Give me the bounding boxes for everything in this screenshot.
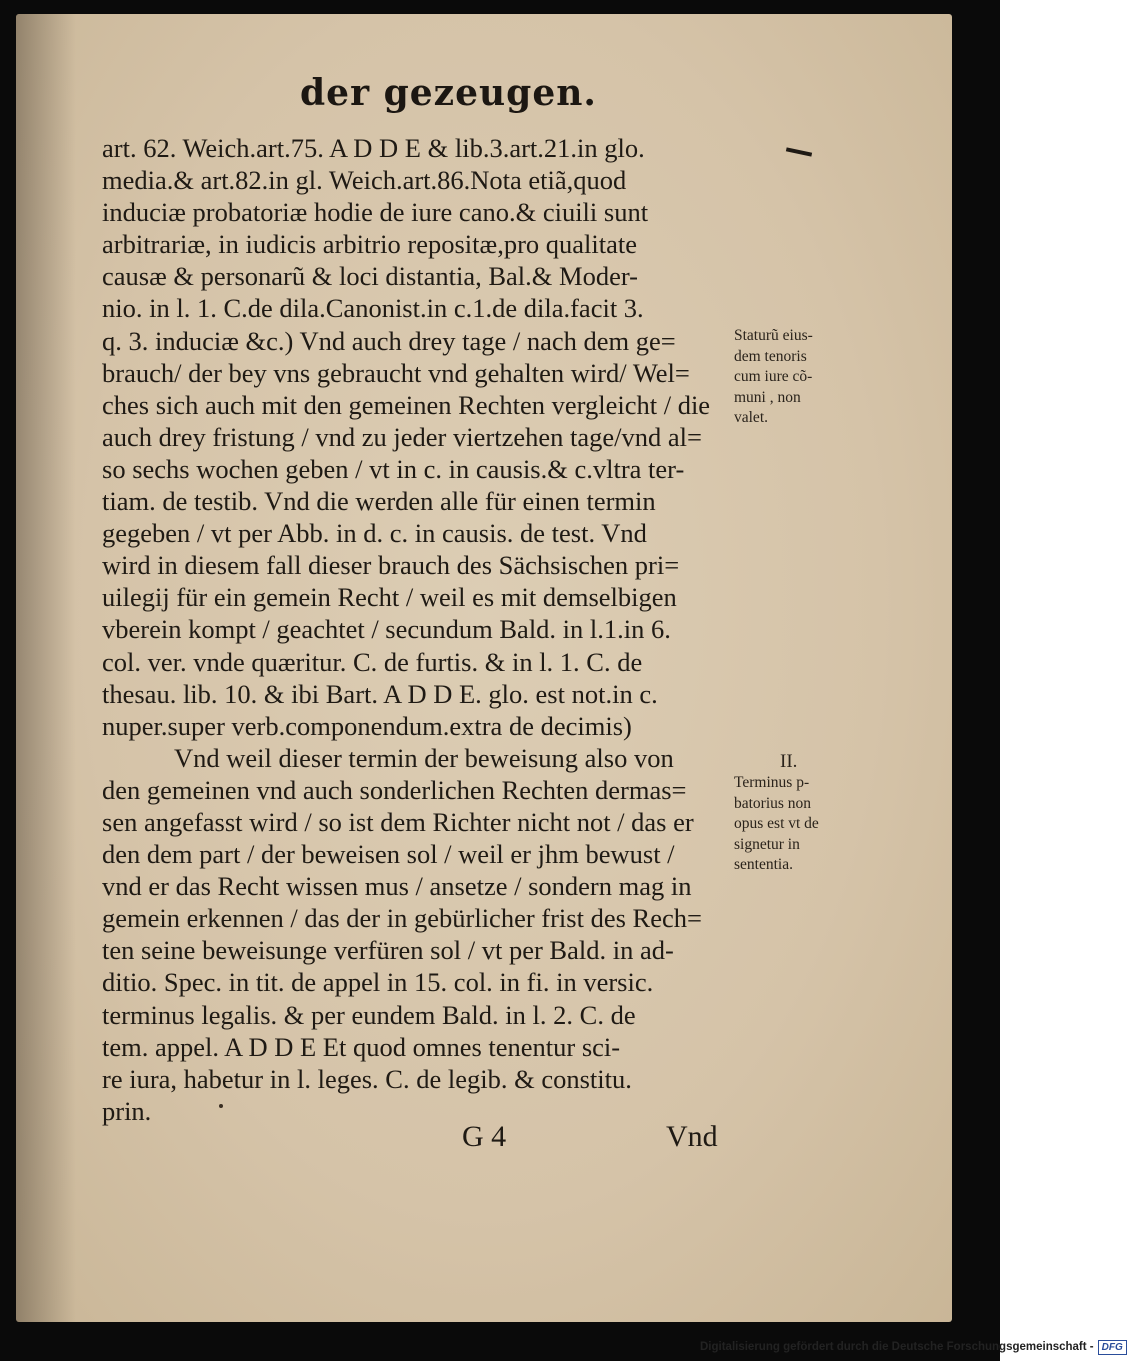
text-line: causæ & personarũ & loci distantia, Bal.& Moder- (102, 261, 638, 292)
marginal-line: sententia. (734, 856, 793, 873)
text-line: ten seine beweisunge verfüren sol / vt per Bald. in ad- (102, 935, 674, 966)
marginal-number: II. (780, 751, 798, 772)
text-line: den gemeinen vnd auch sonderlichen Rechten dermas= (102, 774, 687, 805)
text-line: tiam. de testib. Vnd die werden alle für einen termin (102, 486, 656, 517)
text-line: vnd er das Recht wissen mus / ansetze / sondern mag in (102, 871, 692, 902)
text-line: vberein kompt / geachtet / secundum Bald. in l.1.in 6. (102, 614, 671, 645)
text-line: nuper.super verb.componendum.extra de decimis) (102, 710, 632, 741)
marginal-line: Staturũ eius- (734, 327, 813, 344)
text-line: media.& art.82.in gl. Weich.art.86.Nota etiã,quod (102, 165, 627, 196)
text-line: q. 3. induciæ &c.) Vnd auch drey tage / nach dem ge= (102, 325, 676, 356)
text-line: wird in diesem fall dieser brauch des Sächsischen pri= (102, 550, 680, 581)
text-line: uilegij für ein gemein Recht / weil es mit demselbigen (102, 582, 677, 613)
marginal-line: Terminus p- (734, 774, 810, 791)
signature-mark: G 4 (462, 1120, 507, 1153)
running-head: der gezeugen. (300, 72, 597, 114)
text-line: auch drey fristung / vnd zu jeder viertzehen tage/vnd al= (102, 421, 702, 452)
marginal-line: cum iure cõ- (734, 368, 813, 385)
text-line: brauch/ der bey vns gebraucht vnd gehalten wird/ Wel= (102, 357, 690, 388)
text-line: ches sich auch mit den gemeinen Rechten vergleicht / die (102, 389, 711, 420)
text-line: nio. in l. 1. C.de dila.Canonist.in c.1.de dila.facit 3. (102, 293, 644, 324)
text-line: re iura, habetur in l. leges. C. de legib. & constitu. (102, 1063, 632, 1094)
marginal-line: valet. (734, 409, 768, 426)
text-line: induciæ probatoriæ hodie de iure cano.& ciuili sunt (102, 197, 649, 228)
text-line: so sechs wochen geben / vt in c. in causis.& c.vltra ter- (102, 453, 685, 484)
text-line: terminus legalis. & per eundem Bald. in l. 2. C. de (102, 999, 636, 1030)
text-line: art. 62. Weich.art.75. A D D E & lib.3.art.21.in glo. (102, 133, 645, 163)
text-line: tem. appel. A D D E Et quod omnes tenentur sci- (102, 1031, 621, 1062)
text-line: ditio. Spec. in tit. de appel in 15. col. in fi. in versic. (102, 967, 654, 998)
text-line: arbitrariæ, in iudicis arbitrio repositæ,pro qualitate (102, 229, 638, 260)
marginal-note-1 (734, 326, 813, 429)
marginal-line: dem tenoris (734, 347, 807, 365)
text-line: prin. (102, 1095, 152, 1126)
funding-credit-bar (700, 1340, 1123, 1358)
marginal-line: muni , non (734, 388, 801, 406)
dfg-logo: DFG (1098, 1340, 1127, 1355)
ink-speck (219, 1104, 223, 1108)
page-gutter-shadow (16, 14, 76, 1322)
text-line: den dem part / der beweisen sol / weil er jhm bewust / (102, 839, 675, 870)
text-line: thesau. lib. 10. & ibi Bart. A D D E. glo. est not.in c. (102, 678, 658, 709)
marginal-note-2 (734, 773, 819, 876)
marginal-line: signetur in (734, 835, 800, 853)
text-line: Vnd weil dieser termin der beweisung also von (174, 742, 674, 773)
body-text (102, 132, 742, 1127)
text-line: sen angefasst wird / so ist dem Richter nicht not / das er (102, 806, 694, 837)
catchword: Vnd (666, 1120, 718, 1153)
marginal-line: batorius non (734, 794, 812, 812)
marginal-line: opus est vt de (734, 815, 819, 832)
text-line: col. ver. vnde quæritur. C. de furtis. & in l. 1. C. de (102, 646, 643, 677)
text-line: gemein erkennen / das der in gebürlicher frist des Rech= (102, 903, 702, 934)
text-line: gegeben / vt per Abb. in d. c. in causis. de test. Vnd (102, 518, 647, 549)
funding-credit-text: Digitalisierung gefördert durch die Deutsche Forschungsgemeinschaft - (700, 1341, 1094, 1353)
